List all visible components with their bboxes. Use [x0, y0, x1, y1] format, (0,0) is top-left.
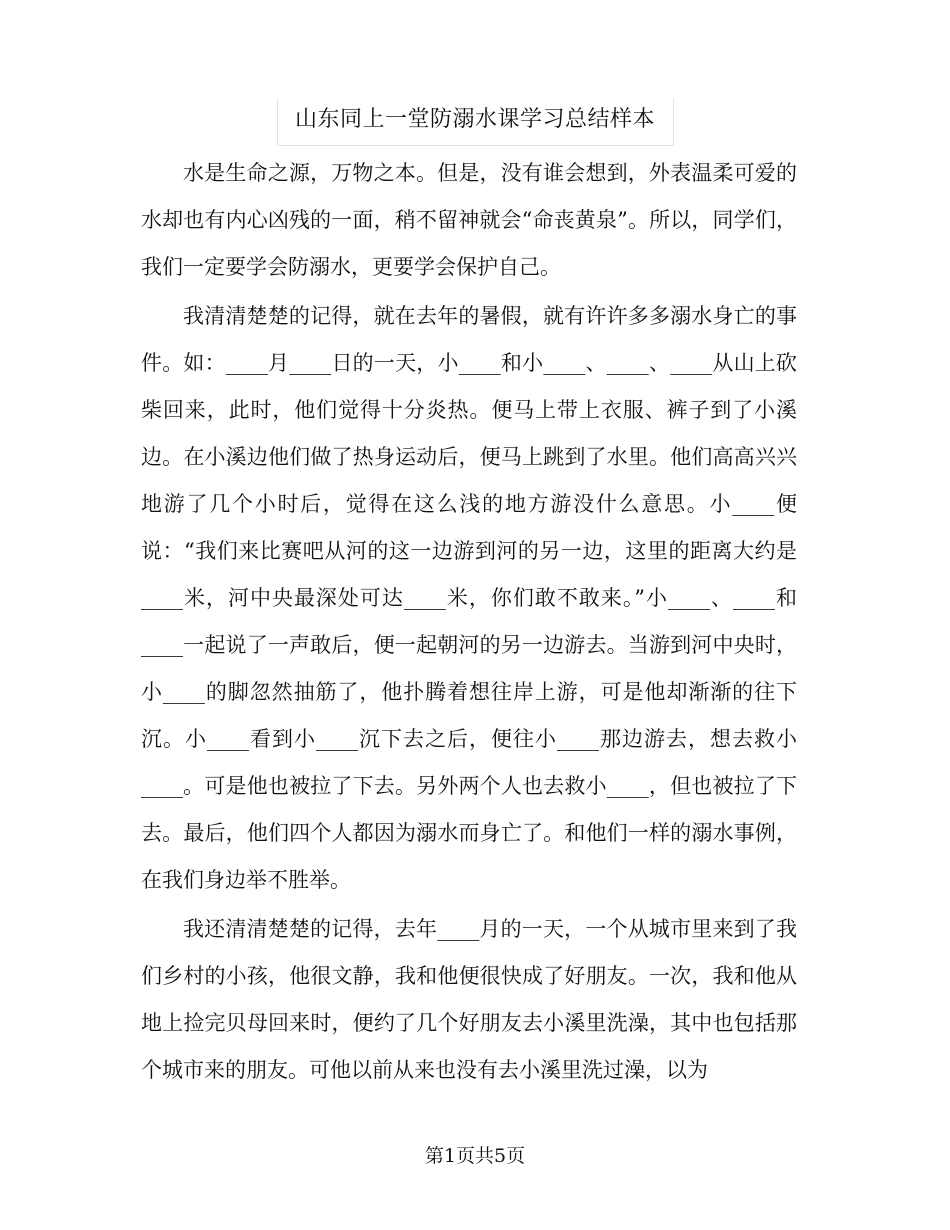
paragraph-incident-one: 我清清楚楚的记得，就在去年的暑假，就有许许多多溺水身亡的事件。如：____月____日的一天，小____和小____、____、____从山上砍柴回来，此时，他们觉得十分炎热。便马上带上衣服、裤子到了小溪边。在小溪边他们做了热身运动后，便马上跳到了水里。他们高高兴兴地游了几个小时后，觉得在这么浅的地方游没什么意思。小____便说：“我们来比赛吧从河的这一边游到河的另一边，这里的距离大约是____米，河中央最深处可达____米，你们敢不敢来。”小____、____和____一起说了一声敢后，便一起朝河的另一边游去。当游到河中央时，小____的脚忽然抽筋了，他扑腾着想往岸上游，可是他却渐渐的往下沉。小____看到小____沉下去之后，便往小____那边游去，想去救小____。可是他也被拉了下去。另外两个人也去救小____，但也被拉了下去。最后，他们四个人都因为溺水而身亡了。和他们一样的溺水事例，在我们身边举不胜举。 [141, 304, 797, 892]
document-body [141, 150, 797, 1096]
paragraph-incident-two: 我还清清楚楚的记得，去年____月的一天，一个从城市里来到了我们乡村的小孩，他很文静，我和他便很快成了好朋友。一次，我和他从地上捡完贝母回来时，便约了几个好朋友去小溪里洗澡，其中也包括那个城市来的朋友。可他以前从来也没有去小溪里洗过澡，以为 [141, 917, 797, 1082]
page-number: 第1页共5页 [424, 1145, 526, 1167]
document-title: 山东同上一堂防溺水课学习总结样本 [294, 107, 655, 132]
paragraph-intro: 水是生命之源，万物之本。但是，没有谁会想到，外表温柔可爱的水却也有内心凶残的一面，稍不留神就会“命丧黄泉”。所以，同学们，我们一定要学会防溺水，更要学会保护自己。 [141, 161, 797, 279]
